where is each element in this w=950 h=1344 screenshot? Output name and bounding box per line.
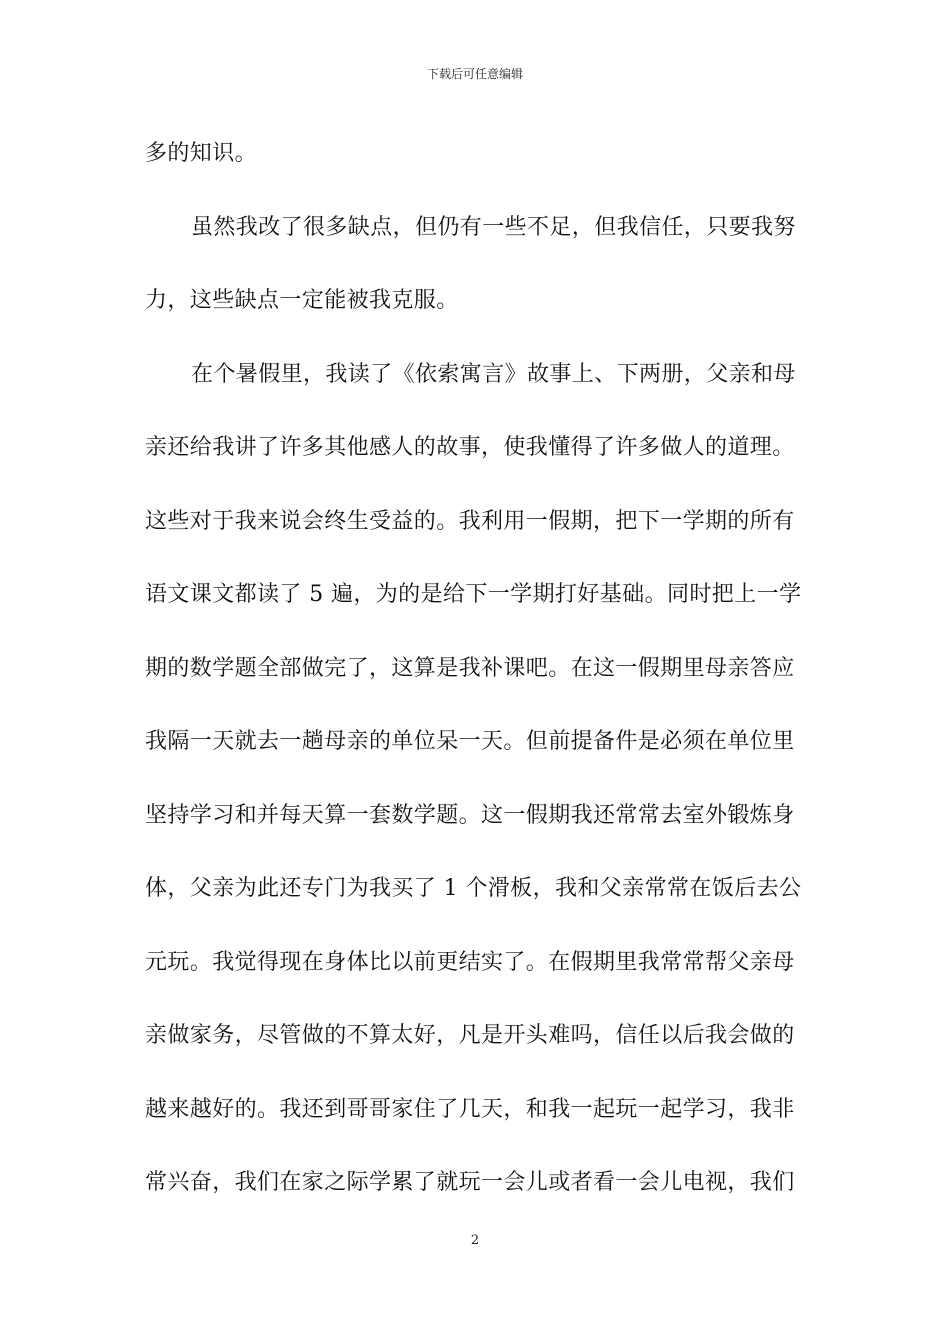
text-line: 力，这些缺点一定能被我克服。 xyxy=(145,288,459,313)
text-line: 亲还给我讲了许多其他感人的故事，使我懂得了许多做人的道理。 xyxy=(145,435,795,460)
text-line: 越来越好的。我还到哥哥家住了几天，和我一起玩一起学习，我非 xyxy=(145,1096,795,1122)
text-line: 坚持学习和并每天算一套数学题。这一假期我还常常去室外锻炼身 xyxy=(145,802,795,828)
text-line: 这些对于我来说会终生受益的。我利用一假期，把下一学期的所有 xyxy=(145,508,795,534)
text-line: 多的知识。 xyxy=(145,141,258,166)
text-line: 在个暑假里，我读了《依索寓言》故事上、下两册，父亲和母 xyxy=(191,361,796,387)
text-line: 体，父亲为此还专门为我买了 1 个滑板，我和父亲常常在饭后去公 xyxy=(145,876,802,901)
text-line: 期的数学题全部做完了，这算是我补课吧。在这一假期里母亲答应 xyxy=(145,655,795,681)
text-line: 元玩。我觉得现在身体比以前更结实了。在假期里我常常帮父亲母 xyxy=(145,949,795,975)
text-line: 我隔一天就去一趟母亲的单位呆一天。但前提备件是必须在单位里 xyxy=(145,729,795,754)
text-line: 虽然我改了很多缺点，但仍有一些不足，但我信任，只要我努 xyxy=(191,214,796,240)
text-line: 常兴奋，我们在家之际学累了就玩一会儿或者看一会儿电视，我们 xyxy=(145,1170,795,1195)
text-line: 亲做家务，尽管做的不算太好，凡是开头难吗，信任以后我会做的 xyxy=(145,1023,795,1048)
text-line: 语文课文都读了 5 遍，为的是给下一学期打好基础。同时把上一学 xyxy=(145,582,802,607)
page-number: 2 xyxy=(470,1233,480,1248)
document-body xyxy=(145,124,807,1227)
page-header: 下载后可任意编辑 xyxy=(426,67,523,81)
